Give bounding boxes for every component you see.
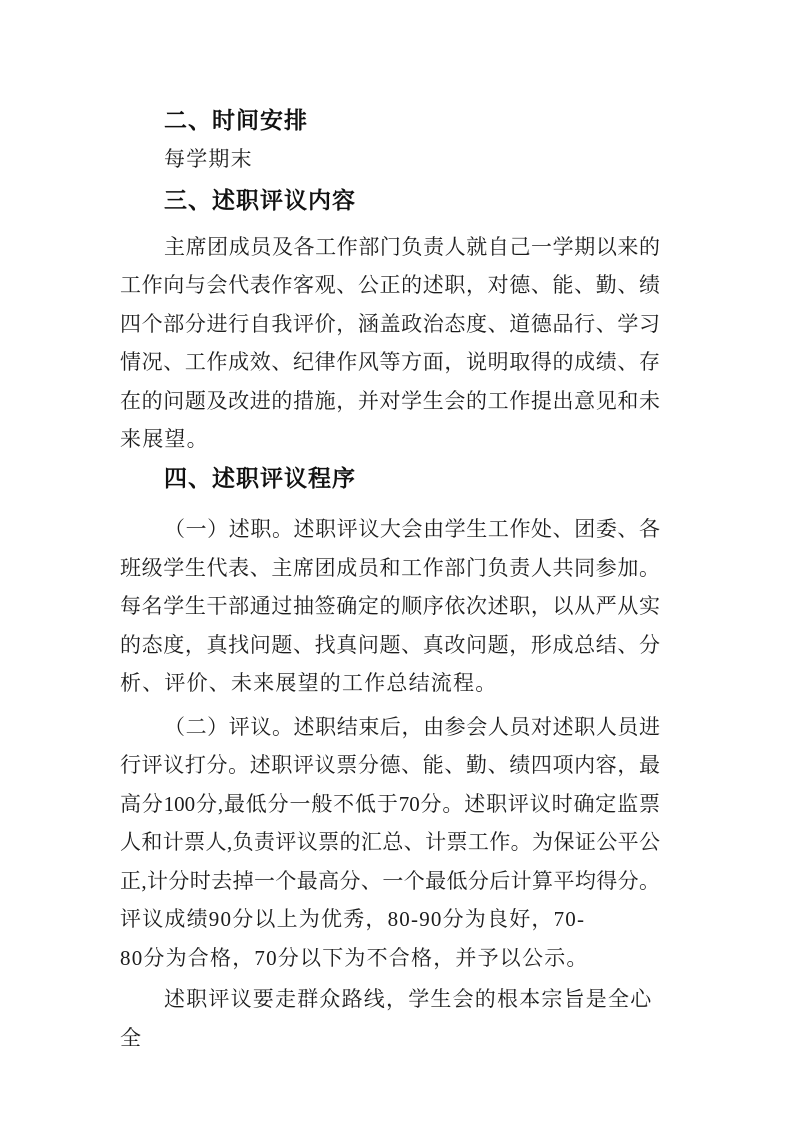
text-line: 的态度，真找问题、找真问题、真改问题，形成总结、分 [120, 632, 660, 657]
text-line: 每学期末 [164, 146, 253, 171]
text-line: 人和计票人,负责评议票的汇总、计票工作。为保证公平公 [120, 830, 660, 854]
text-line: 来展望。 [120, 427, 209, 451]
section-heading: 四、述职评议程序 [164, 464, 356, 491]
section-heading: 三、述职评议内容 [164, 187, 356, 213]
text-line: 主席团成员及各工作部门负责人就自己一学期以来的 [164, 234, 660, 259]
paragraph [120, 228, 660, 459]
text-line: 情况、工作成效、纪律作风等方面，说明取得的成绩、存 [120, 350, 660, 374]
text-line: 评议成绩90分以上为优秀，80-90分为良好，70- [120, 907, 586, 931]
text-line: 析、评价、未来展望的工作总结流程。 [120, 671, 498, 695]
text-line: 行评议打分。述职评议票分德、能、勤、绩四项内容，最 [120, 753, 660, 777]
paragraph [120, 140, 660, 179]
text-line: 班级学生代表、主席团成员和工作部门负责人共同参加。 [120, 555, 660, 580]
paragraph [120, 708, 660, 978]
text-line: （二）评议。述职结束后，由参会人员对述职人员进 [164, 714, 660, 739]
text-line: 正,计分时去掉一个最高分、一个最低分后计算平均得分。 [120, 868, 660, 893]
paragraph [120, 980, 660, 1057]
text-line: 80分为合格，70分以下为不合格，并予以公示。 [120, 945, 589, 970]
text-line: 述职评议要走群众路线，学生会的根本宗旨是全心全 [120, 987, 653, 1050]
text-line: 高分100分,最低分一般不低于70分。述职评议时确定监票 [120, 791, 660, 816]
paragraph [120, 510, 660, 703]
text-line: 工作向与会代表作客观、公正的述职，对德、能、勤、绩 [120, 273, 660, 297]
text-line: （一）述职。述职评议大会由学生工作处、团委、各 [164, 517, 660, 541]
text-line: 每名学生干部通过抽签确定的顺序依次述职，以从严从实 [120, 594, 660, 618]
document-text-block [120, 101, 660, 1057]
text-line: 四个部分进行自我评价，涵盖政治态度、道德品行、学习 [120, 311, 660, 336]
section-heading: 二、时间安排 [164, 107, 308, 133]
text-line: 在的问题及改进的措施，并对学生会的工作提出意见和未 [120, 388, 660, 413]
